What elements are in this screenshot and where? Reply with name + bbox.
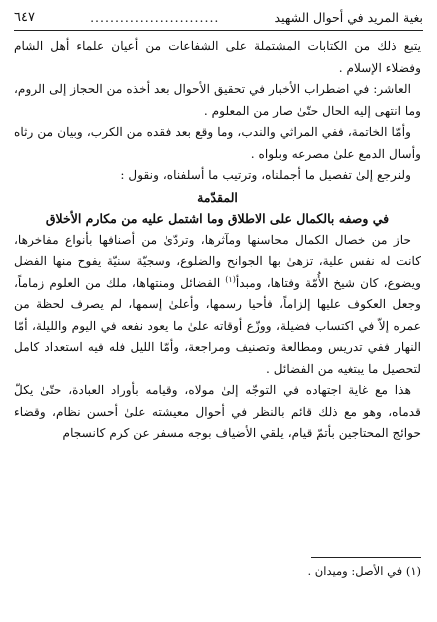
paragraph-tenth: العاشر: في اضطراب الأخبار في تحقيق الأحوال بعد أخذه من الحجاز إلى الروم، وما انتهى إليه الحال حتّىٰ صار من المعلوم . [14, 82, 421, 118]
subsection-title: في وصفه بالكمال على الاطلاق وما اشتمل عليه من مكارم الأخلاق [45, 211, 390, 226]
footnote-marker[interactable]: (١) [225, 274, 236, 284]
header-rule [14, 30, 423, 31]
paragraph-intro-continuation: يتبع ذلك من الكتابات المشتملة على الشفاعات من أعيان علماء أهل الشام وفضلاء الإسلام . [14, 39, 421, 75]
paragraph-virtues [14, 230, 421, 381]
page-header [14, 6, 423, 28]
paragraph-transition: ولنرجع إلىٰ تفصيل ما أجملناه، وترتيب ما أسلفناه، ونقول : [120, 168, 411, 182]
section-title: المقدّمة [197, 189, 238, 205]
page-body [14, 36, 421, 445]
dotted-leader: .......................... [90, 9, 220, 25]
footnote-rule [311, 557, 421, 558]
paragraph-virtues-part2: الفضائل ومنتهاها، ملك من العلوم زماماً، وجعل العكوف عليها إلزاماً، فأحيا رسمها، وأعلىٰ إسمها، لم يصرف لحظة من عمره إلاّ في اكتساب فضيلة، ووزّع أوقاته علىٰ ما يعود نفعه في اليوم والليلة، أمّا النهار ففي تدريس ومطالعة وتصنيف ومراجعة، وأمّا الليل فله فيه استعداد كامل لتحصيل ما يبتغيه من الفضائل . [14, 275, 421, 376]
running-title: بغية المريد في أحوال الشهيد [274, 9, 423, 25]
paragraph-devotion: هذا مع غاية اجتهاده في التوجّه إلىٰ مولاه، وقيامه بأوراد العبادة، حتّىٰ يكلّ قدماه، وهو مع ذلك قائم بالنظر في أحوال معيشته علىٰ أحسن نظام، وقضاء حوائج المحتاجين بأتمّ قيام، يلقي الأضياف بوجه مسفر عن كرم كانسجام [14, 383, 421, 440]
paragraph-virtues-part1: حاز من خصال الكمال محاسنها ومآثرها، وتردّىٰ من أصنافها بأنواع مفاخرها، كانت له نفس علية، تزهىٰ بها الجوانح والضلوع، وسجيّة سنيّة يفوح منها الفضل ويضوع، كان شيخ الأُمّة وفتاها، ومبدأ [14, 232, 421, 290]
paragraph-conclusion: وأمّا الخاتمة، ففي المراثي والندب، وما وقع بعد فقده من الكرب، وبيان من رثاه وأسال الدمع علىٰ مصرعه وبلواه . [14, 125, 421, 161]
page-number: ٦٤٧ [14, 9, 35, 25]
footnote: (١) في الأصل: وميدان . [307, 564, 421, 578]
